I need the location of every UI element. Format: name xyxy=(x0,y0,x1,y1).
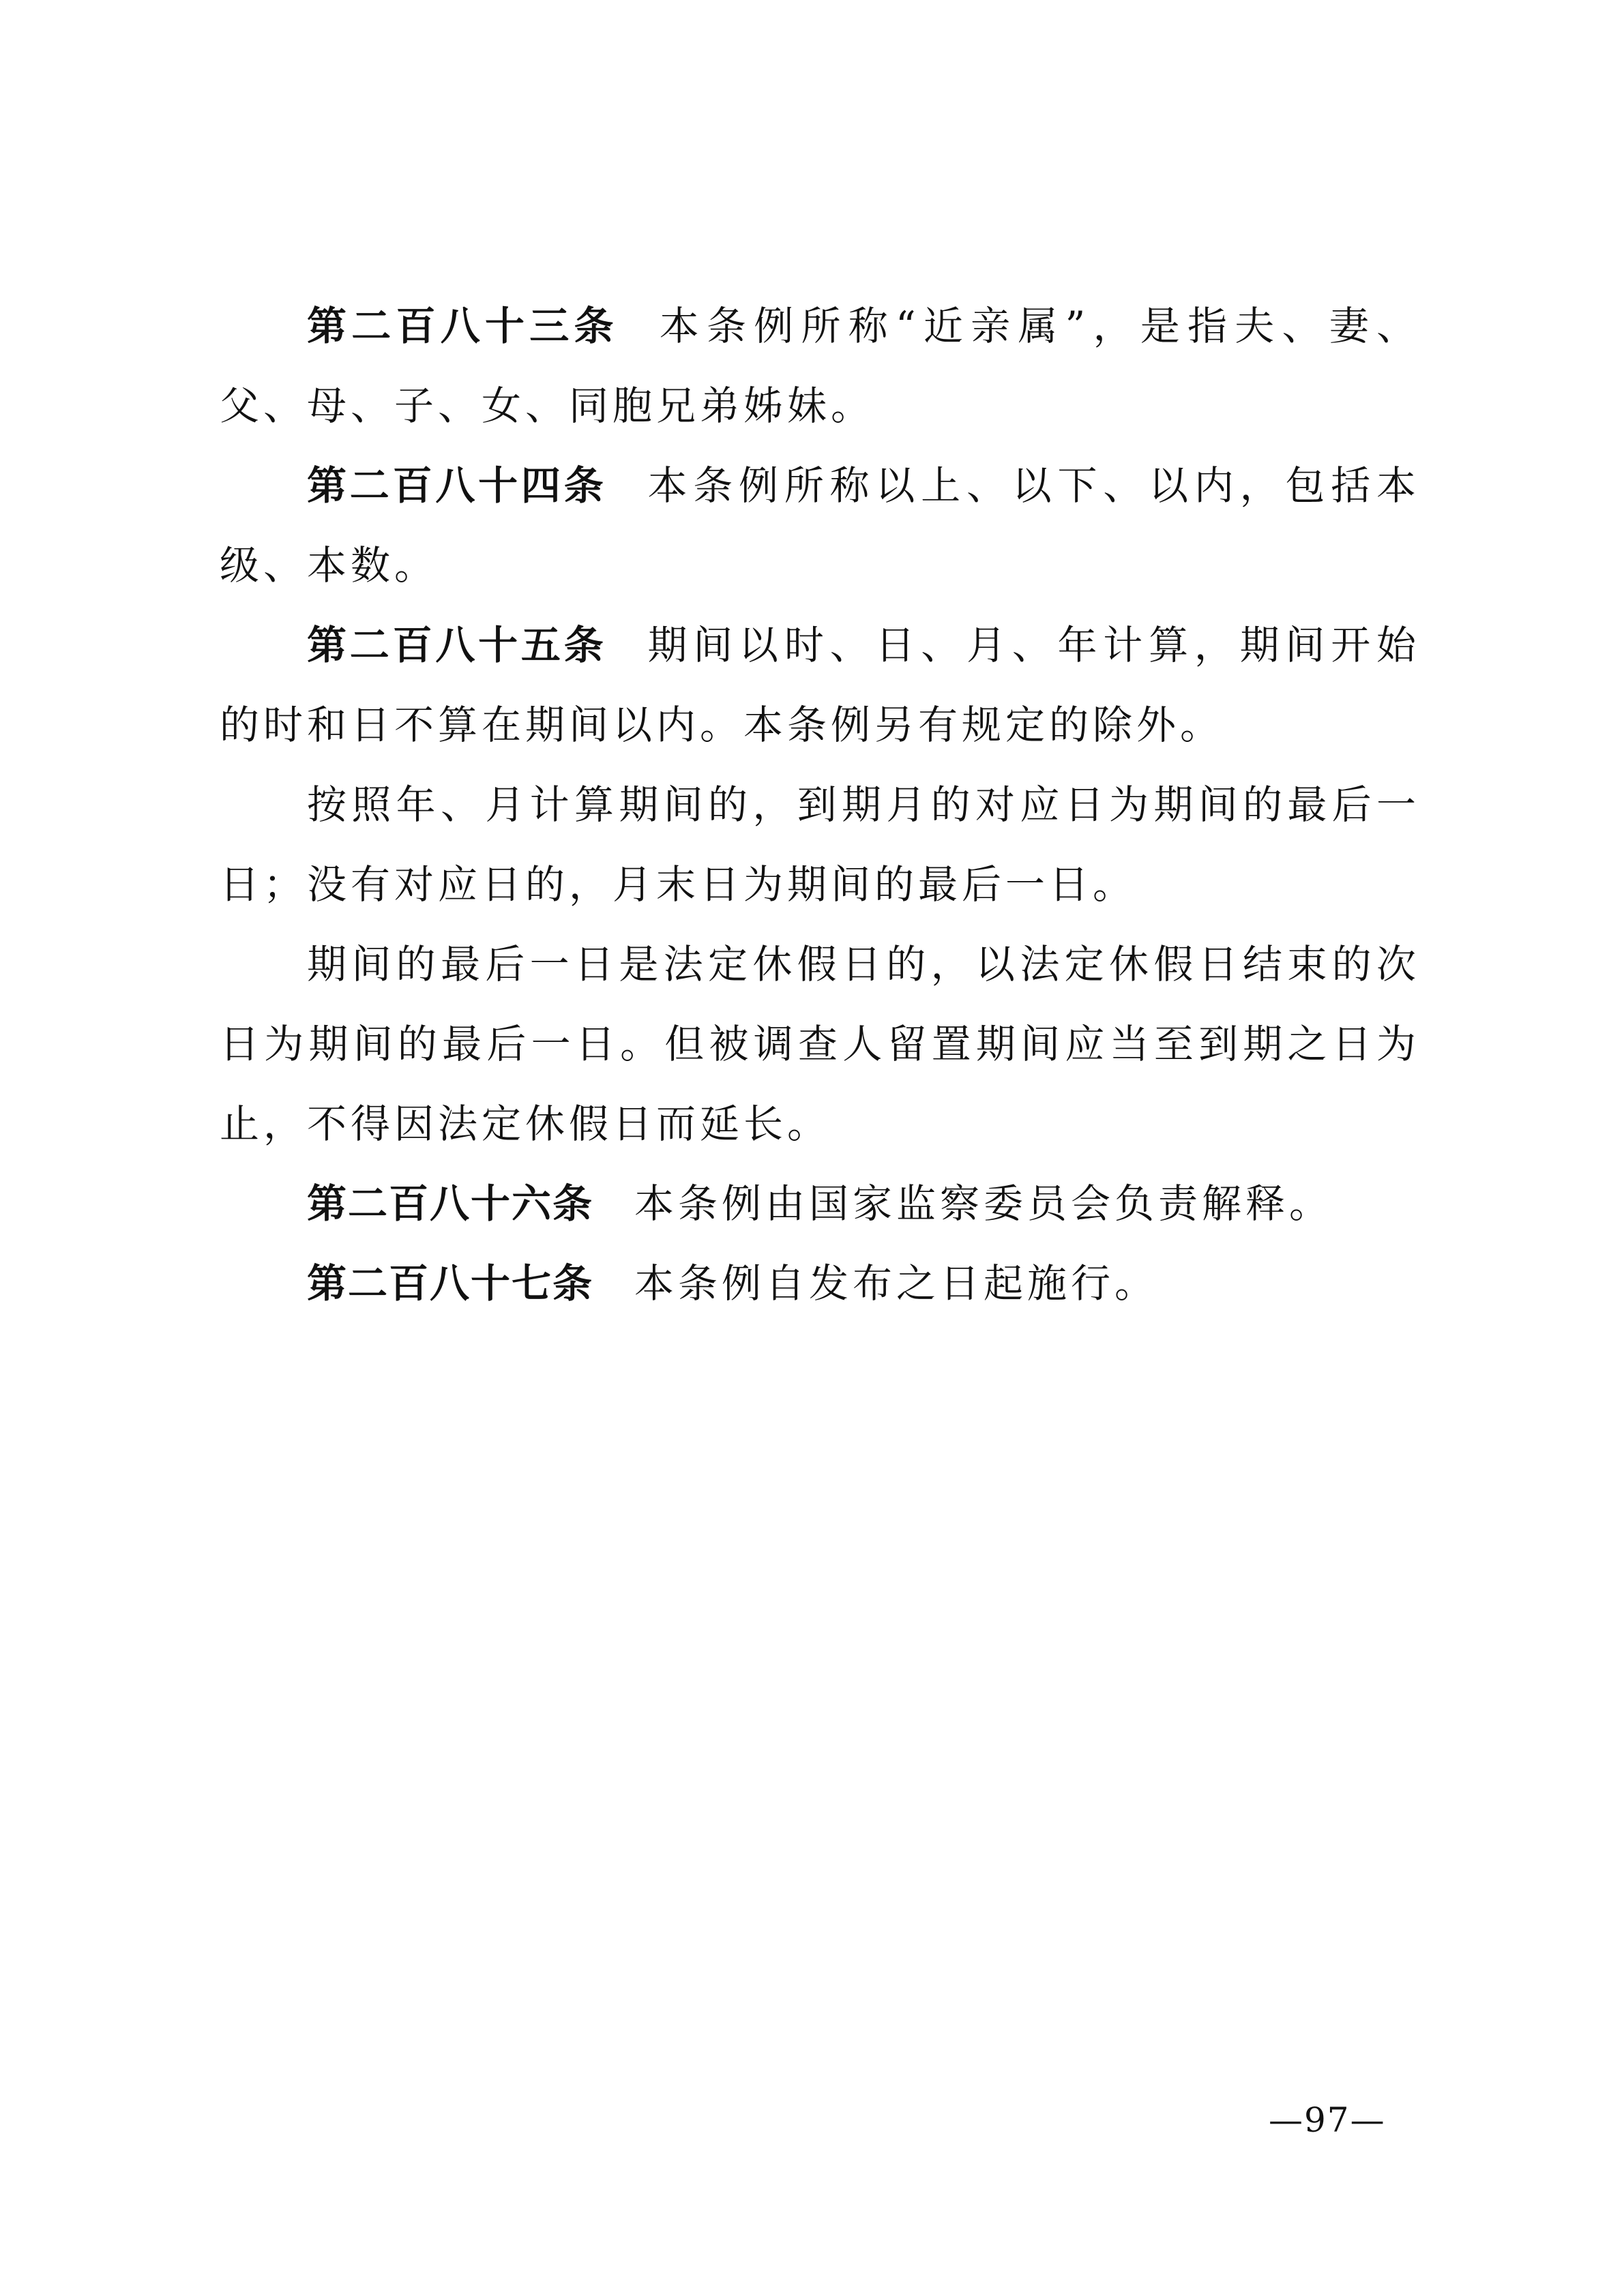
article-number: 第二百八十六条 xyxy=(307,1180,594,1227)
article-text: 本条例所称以上、以下、以内，包括本级、本数。 xyxy=(220,462,1420,588)
article-text: 本条例所称“近亲属”，是指夫、妻、父、母、子、女、同胞兄弟姊妹。 xyxy=(220,303,1420,429)
article-number: 第二百八十七条 xyxy=(307,1260,594,1307)
article-number: 第二百八十五条 xyxy=(307,622,607,668)
article-text: 本条例由国家监察委员会负责解释。 xyxy=(634,1180,1333,1227)
article-text: 期间以时、日、月、年计算，期间开始的时和日不算在期间以内。本条例另有规定的除外。 xyxy=(220,622,1420,748)
article-text: 本条例自发布之日起施行。 xyxy=(634,1260,1159,1307)
paragraph-article-286 xyxy=(220,1164,1420,1244)
document-body xyxy=(220,286,1420,1324)
paragraph-article-285-clause-3 xyxy=(220,925,1420,1164)
article-number: 第二百八十四条 xyxy=(307,462,607,509)
paragraph-text: 按照年、月计算期间的，到期月的对应日为期间的最后一日；没有对应日的，月末日为期间的最后一日。 xyxy=(220,781,1420,908)
paragraph-text: 期间的最后一日是法定休假日的，以法定休假日结束的次日为期间的最后一日。但被调查人留置期间应当至到期之日为止，不得因法定休假日而延长。 xyxy=(220,941,1420,1147)
page-number: —97— xyxy=(1269,2100,1386,2140)
paragraph-article-287 xyxy=(220,1244,1420,1324)
paragraph-article-285-clause-2 xyxy=(220,765,1420,925)
article-number: 第二百八十三条 xyxy=(307,303,619,349)
paragraph-article-283 xyxy=(220,286,1420,446)
paragraph-article-285 xyxy=(220,606,1420,765)
paragraph-article-284 xyxy=(220,446,1420,606)
